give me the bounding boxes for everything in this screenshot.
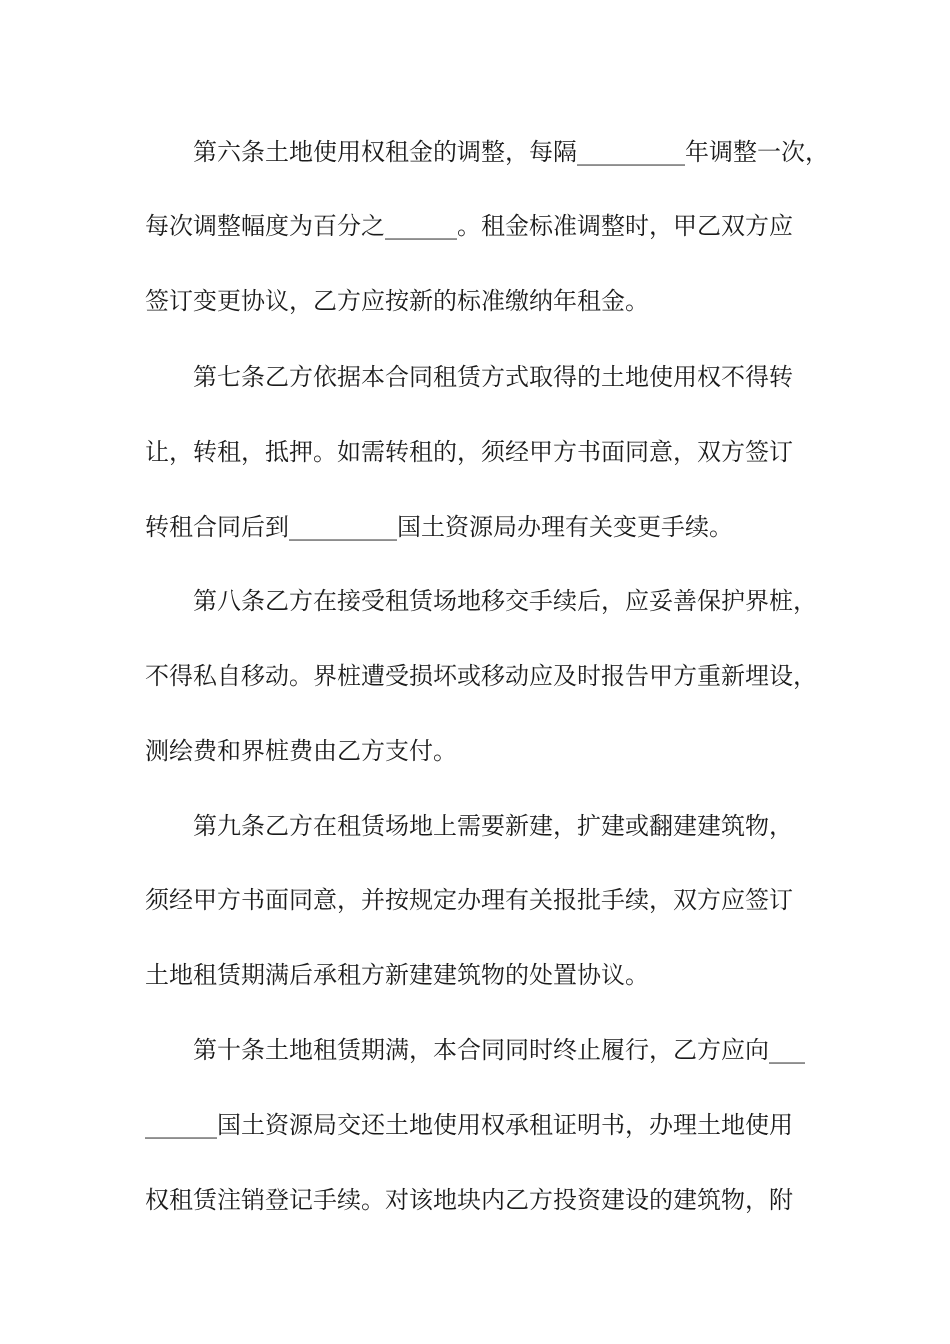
paragraph-7-line-1: 第七条乙方依据本合同租赁方式取得的土地使用权不得转 bbox=[193, 363, 793, 391]
paragraph-9-line-2: 须经甲方书面同意，并按规定办理有关报批手续，双方应签订 bbox=[145, 886, 793, 914]
paragraph-8-line-3: 测绘费和界桩费由乙方支付。 bbox=[145, 737, 457, 765]
paragraph-9-line-1: 第九条乙方在租赁场地上需要新建，扩建或翻建建筑物， bbox=[193, 812, 793, 840]
paragraph-7-line-3: 转租合同后到_________国土资源局办理有关变更手续。 bbox=[145, 513, 733, 541]
paragraph-10-line-1: 第十条土地租赁期满，本合同同时终止履行，乙方应向___ bbox=[193, 1036, 805, 1064]
paragraph-10-line-2: ______国土资源局交还土地使用权承租证明书，办理土地使用 bbox=[145, 1111, 793, 1139]
paragraph-6-line-2: 每次调整幅度为百分之______。租金标准调整时，甲乙双方应 bbox=[145, 212, 793, 240]
paragraph-6-line-3: 签订变更协议，乙方应按新的标准缴纳年租金。 bbox=[145, 287, 649, 315]
paragraph-8-line-1: 第八条乙方在接受租赁场地移交手续后，应妥善保护界桩， bbox=[193, 587, 817, 615]
paragraph-9-line-3: 土地租赁期满后承租方新建建筑物的处置协议。 bbox=[145, 961, 649, 989]
paragraph-10-line-3: 权租赁注销登记手续。对该地块内乙方投资建设的建筑物，附 bbox=[145, 1186, 793, 1214]
paragraph-8-line-2: 不得私自移动。界桩遭受损坏或移动应及时报告甲方重新埋设， bbox=[145, 662, 817, 690]
paragraph-7-line-2: 让，转租，抵押。如需转租的，须经甲方书面同意，双方签订 bbox=[145, 438, 793, 466]
paragraph-6-line-1: 第六条土地使用权租金的调整，每隔_________年调整一次， bbox=[193, 138, 829, 166]
